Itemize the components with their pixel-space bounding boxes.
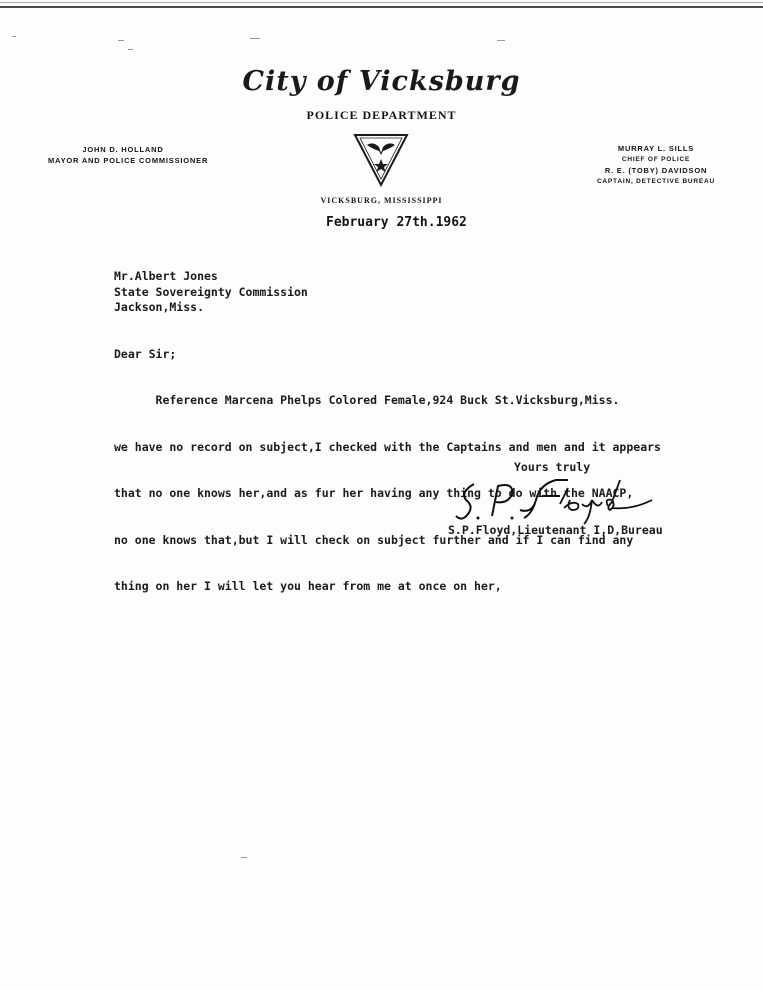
scan-speck <box>128 49 133 50</box>
recipient-line: Jackson,Miss. <box>114 300 205 314</box>
scan-speck <box>241 857 247 858</box>
body-line: Reference Marcena Phelps Colored Female,924 Buck St.Vicksburg,Miss. <box>114 393 620 407</box>
mayor-title: MAYOR AND POLICE COMMISSIONER <box>48 156 209 165</box>
captain-title: CAPTAIN, DETECTIVE BUREAU <box>596 178 716 185</box>
recipient-line: State Sovereignty Commission <box>114 284 308 299</box>
scan-speck <box>12 36 16 37</box>
letterhead-title: City of Vicksburg <box>242 66 521 97</box>
mayor-name: JOHN D. HOLLAND <box>82 145 164 154</box>
recipient-address <box>114 269 308 316</box>
scan-speck <box>118 40 124 41</box>
department-name: POLICE DEPARTMENT <box>306 108 457 122</box>
scan-speck <box>497 40 505 41</box>
scan-speck <box>250 38 260 39</box>
top-rule <box>0 6 763 8</box>
chief-title: CHIEF OF POLICE <box>621 156 691 163</box>
salutation: Dear Sir; <box>114 347 177 361</box>
body-line: no one knows that,but I will check on subject further and if I can find any <box>114 532 634 547</box>
chief-block <box>596 143 716 187</box>
closing: Yours truly <box>514 460 591 474</box>
chief-name: MURRAY L. SILLS <box>617 144 695 153</box>
body-line: we have no record on subject,I checked with the Captains and men and it appears <box>114 439 661 454</box>
mayor-block <box>48 144 209 166</box>
letterhead-location: VICKSBURG, MISSISSIPPI <box>320 196 443 205</box>
police-badge-icon <box>353 129 409 189</box>
signer-name: S.P.Floyd,Lieutenant I,D,Bureau <box>448 523 663 537</box>
captain-name: R. E. (TOBY) DAVIDSON <box>604 166 708 175</box>
body-line: thing on her I will let you hear from me at once on her, <box>114 579 502 593</box>
scan-edge-line <box>0 2 763 3</box>
body-line: that no one knows her,and as fur her having any thing to do with the NAACP, <box>114 486 634 500</box>
handwritten-signature <box>452 470 672 526</box>
recipient-line: Mr.Albert Jones <box>114 269 218 283</box>
letter-date: February 27th.1962 <box>326 215 467 230</box>
